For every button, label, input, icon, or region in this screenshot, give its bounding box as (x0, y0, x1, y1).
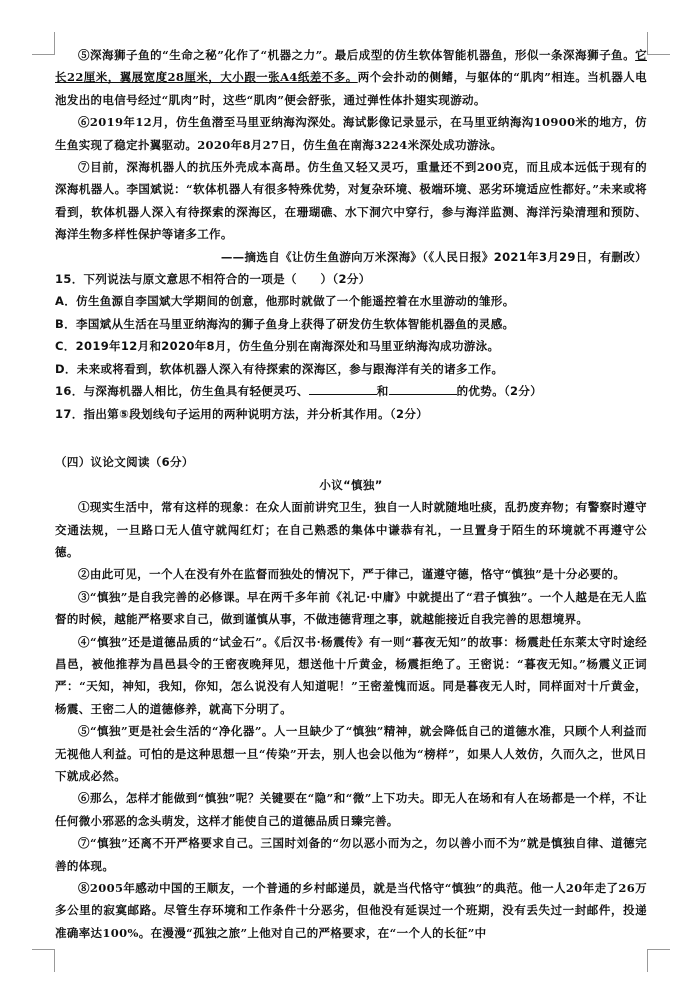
essay-paragraph: ②由此可见，一个人在没有外在监督而独处的情况下，严于律己，谨遵守德，恪守“慎独”是十分必要的。 (78, 567, 626, 582)
question-text: 和 (376, 384, 389, 399)
document-page (55, 44, 647, 944)
answer-blank[interactable] (309, 382, 377, 395)
section-heading: （四）议论文阅读（6分） (55, 455, 194, 470)
essay-title: 小议“慎独” (319, 477, 383, 492)
essay-paragraph: ④“慎独”还是道德品质的“试金石”。《后汉书·杨震传》有一则“暮夜无知”的故事：杨震赴任东莱太守时途经昌邑，被他推荐为昌邑县令的王密夜晚拜见，想送他十斤黄金，杨震拒绝了。王密说：“暮夜无知。”杨震义正词严：“天知，神知，我知，你知，怎么说没有人知道呢！”王密羞愧而返。同是暮夜无人时，同样面对十斤黄金，杨震、王密二人的道德修养，就高下分明了。 (55, 634, 647, 716)
essay-paragraph: ③“慎独”是自我完善的必修课。早在两千多年前《礼记·中庸》中就提出了“君子慎独”。一个人越是在无人监督的时候，越能严格要求自己，做到谨慎从事，不做违德背理之事，就越能接近自我完善的思想境界。 (55, 589, 647, 627)
question-15: 15．下列说法与原文意思不相符合的一项是（ ）（2分） (55, 272, 371, 287)
option-b: B．李国斌从生活在马里亚纳海沟的狮子鱼身上获得了研发仿生软体智能机器鱼的灵感。 (55, 316, 515, 331)
essay-paragraph: ⑦“慎独”还离不开严格要求自己。三国时刘备的“勿以恶小而为之，勿以善小而不为”就是慎独自律、道德完善的体现。 (55, 836, 647, 873)
paragraph-5 (55, 44, 647, 111)
paragraph-6: ⑥2019年12月，仿生鱼潜至马里亚纳海沟深处。海试影像记录显示，在马里亚纳海沟10900米的地方，仿生鱼实现了稳定扑翼驱动。2020年8月27日，仿生鱼在南海3224米深处成功游泳。 (55, 115, 647, 152)
option-d: D．未来或将看到，软体机器人深入有待探索的深海区，参与跟海洋有关的诸多工作。 (55, 361, 504, 376)
question-17: 17．指出第⑤段划线句子运用的两种说明方法，并分析其作用。（2分） (55, 406, 429, 421)
underlined-sentence: 它长22厘米，翼展宽度28厘米，大小跟一张A4纸差不多。 (55, 48, 647, 85)
paragraph-text: 两个会扑动的侧鳍，与躯体的“肌肉”相连。当机器人电池发出的电信号经过“肌肉”时，这些“肌肉”便会舒张，通过弹性体扑翅实现游动。 (55, 70, 647, 107)
essay-paragraph: ⑤“慎独”更是社会生活的“净化器”。人一旦缺少了“慎独”精神，就会降低自己的道德水准，只顾个人利益而无视他人利益。可怕的是这种思想一旦“传染”开去，别人也会以他为“榜样”，如果人人效仿，久而久之，世风日下就成必然。 (55, 724, 647, 783)
page-corner-mark (32, 32, 55, 55)
essay-paragraph: ⑥那么，怎样才能做到“慎独”呢？关键要在“隐”和“微”上下功夫。即无人在场和有人在场都是一个样，不让任何微小邪恶的念头萌发，这样才能使自己的道德品质日臻完善。 (55, 791, 647, 828)
paragraph-7: ⑦目前，深海机器人的抗压外壳成本高昂。仿生鱼又轻又灵巧，重量还不到200克，而且成本远低于现有的深海机器人。李国斌说：“软体机器人有很多特殊优势，对复杂环境、极端环境、恶劣环境适应性都好。”未来或将看到，软体机器人深入有待探索的深海区，在珊瑚礁、水下洞穴中穿行，参与海洋监测、海洋污染清理和预防、海洋生物多样性保护等诸多工作。 (55, 160, 647, 242)
question-text: 16．与深海机器人相比，仿生鱼具有轻便灵巧、 (55, 384, 309, 399)
paragraph-text: ⑤深海狮子鱼的“生命之秘”化作了“机器之力”。最后成型的仿生软体智能机器鱼，形似一条深海狮子鱼。 (78, 48, 636, 62)
page-corner-mark (32, 949, 55, 972)
empty-line (55, 425, 647, 447)
answer-blank[interactable] (389, 382, 457, 395)
option-a: A．仿生鱼源自李国斌大学期间的创意，他那时就做了一个能遥控着在水里游动的雏形。 (55, 294, 515, 309)
source-citation: ——摘选自《让仿生鱼游向万米深海》（《人民日报》2021年3月29日，有删改） (220, 249, 647, 264)
option-c: C．2019年12月和2020年8月，仿生鱼分别在南海深处和马里亚纳海沟成功游泳。 (55, 339, 500, 354)
page-corner-mark (647, 32, 670, 55)
question-16 (55, 380, 647, 402)
essay-paragraph: ①现实生活中，常有这样的现象：在众人面前讲究卫生，独自一人时就随地吐痰，乱扔废弃物；有警察时遵守交通法规，一旦路口无人值守就闯红灯；在自己熟悉的集体中谦恭有礼，一旦置身于陌生的环境就不再遵守公德。 (55, 500, 647, 559)
page-corner-mark (647, 949, 670, 972)
question-text: 的优势。（2分） (456, 384, 543, 399)
essay-paragraph: ⑧2005年感动中国的王顺友，一个普通的乡村邮递员，就是当代恪守“慎独”的典范。他一人20年走了26万多公里的寂寞邮路。尽管生存环境和工作条件十分恶劣，但他没有延误过一个班期，没有丢失过一封邮件，投递准确率达100%。在漫漫“孤独之旅”上他对自己的严格要求，在“一个人的长征”中 (55, 881, 647, 940)
